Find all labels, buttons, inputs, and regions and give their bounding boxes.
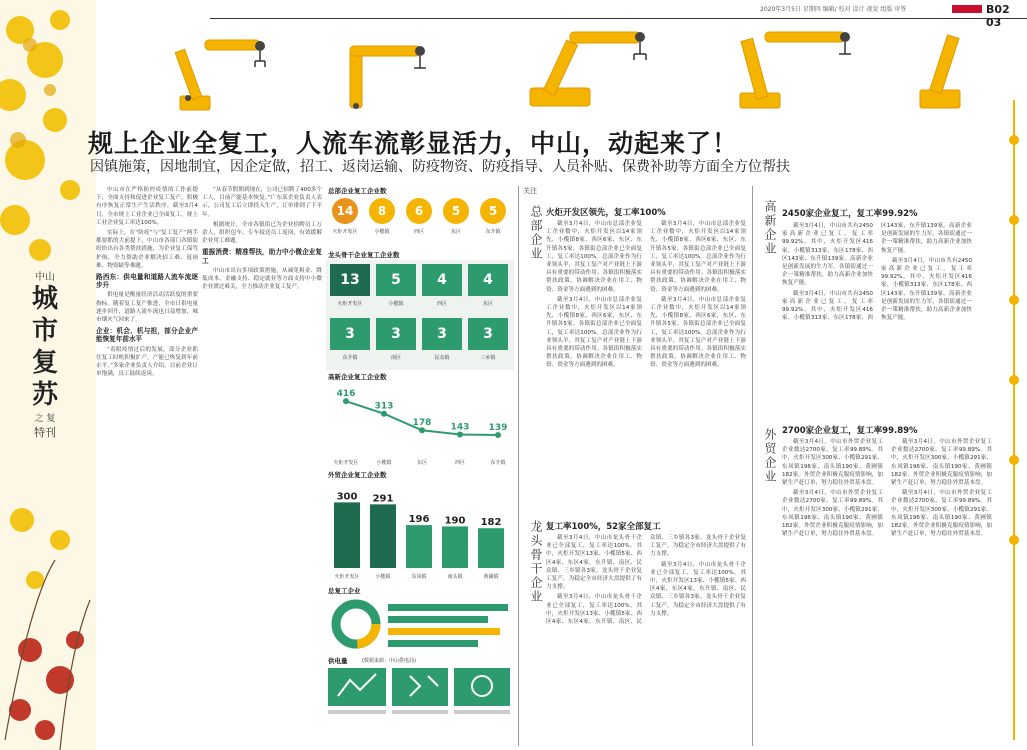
- dragon-tile: 3: [376, 318, 416, 350]
- foreign-bar: [406, 525, 432, 568]
- paragraph: 截至3月4日，中山市总部企业复工企业数中，火炬开发区以14家领先，小榄镇8家，西区6家，东区、东升镇各5家。各镇街总部企业已全面复工，复工率达100%。总部企业作为行业领头羊，其复工复产对产业链上下游具有重要的带动作用。各镇街积极落实帮扶政策，协调解决企业在用工、物资、资金等方面遇到的困难。: [546, 221, 642, 293]
- hightech-category-label: 东升镇: [490, 460, 506, 466]
- total-circle: 5: [443, 198, 469, 224]
- masthead-small: 之 复: [34, 414, 56, 424]
- foreign-value-label: 196: [408, 514, 430, 526]
- dragon-tile: 5: [376, 264, 416, 296]
- dragon-label: 西区: [436, 301, 447, 307]
- hightech-category-label: 东区: [416, 460, 428, 466]
- masthead-title-2: 复苏: [31, 348, 58, 410]
- total-label: 西区: [413, 229, 424, 235]
- foreign-category-label: 东凤镇: [411, 574, 427, 580]
- header-red-flag: [952, 5, 982, 13]
- article-column-2: [202, 186, 322, 741]
- subheading: 企业：机会、机与担，部分企业产能恢复年前水平: [96, 327, 198, 344]
- article-column-left: [96, 186, 198, 741]
- section-tag-guanzhu: 关注: [523, 187, 537, 195]
- dragon-tile: 3: [330, 318, 370, 350]
- dragon-label: 火炬开发区: [337, 301, 363, 307]
- chart-title-dragon: 龙头骨干企业复工企业数: [328, 251, 400, 259]
- masthead-city: 中山: [35, 272, 55, 283]
- section-label-gaoxin: 高新企业: [763, 200, 777, 256]
- foreign-value-label: 291: [372, 493, 394, 505]
- page-headline: 规上企业全复工，人流车流彰显活力，中山，动起来了！: [88, 129, 739, 158]
- paragraph: 截至3月4日，中山市总部企业复工企业数中，火炬开发区以14家领先，小榄镇8家，西区6家，东区、东升镇各5家。各镇街总部企业已全面复工，复工率达100%。总部企业作为行业领头羊，其复工复产对产业链上下游具有重要的带动作用。各镇街积极落实帮扶政策，协调解决企业在用工、物资、资金等方面遇到的困难。: [650, 221, 746, 293]
- paragraph: 截至3月4日，中山市外贸企业复工企业数达2700家，复工率99.89%。其中，火炬开发区300家、小榄镇291家、东凤镇196家、南头镇190家、黄圃镇182家。外贸企业积极克服疫情影响，加紧生产赶订单，努力稳住外贸基本盘。: [782, 439, 883, 487]
- foreign-category-label: 南头镇: [447, 574, 463, 580]
- foreign-value-label: 300: [336, 491, 358, 503]
- paragraph: “从春节假期到现在，公司已招聘了400多个工人，目前产能基本恢复。”广东某企业负责人表示，公司复工后立即投入生产，订单排到了下半年。: [202, 187, 322, 218]
- hightech-value-label: 313: [374, 401, 394, 412]
- supply-source: (数据来源：中山供电局): [362, 658, 416, 664]
- paragraph: 截至3月4日，中山市龙头骨干企业已全部复工，复工率达100%。其中，火炬开发区13家、小榄镇5家、西区4家、东区4家，东升镇、南区、民众镇、三乡镇各3家。龙头骨干企业复工复产，为稳定全市经济大盘提供了有力支撑。: [650, 561, 746, 617]
- paragraph: 截至3月4日，中山市龙头骨干企业已全部复工，复工率达100%。其中，火炬开发区13家、小榄镇5家、西区4家、东区4家，东升镇、南区、民众镇、三乡镇各3家。龙头骨干企业复工复产，为稳定全市经济大盘提供了有力支撑。: [546, 535, 642, 591]
- hightech-category-label: 火炬开发区: [333, 460, 359, 466]
- section-text-s3: [546, 534, 746, 744]
- paragraph: 中山市出台多项政策措施，从减免租金、降低成本、金融支持、稳定就业等方面支持中小微企业渡过难关，全力推动企业复工复产。: [202, 267, 322, 291]
- chart-dragon-grid: [326, 260, 514, 370]
- paragraph: 截至3月4日，中山市共有2450家高新企业已复工，复工率99.92%。其中，火炬开发区416家、小榄镇313家、东区178家、西区143家、东升镇139家。高新企业是创新发展的生力军，各镇街通过一企一策精准帮扶，助力高新企业加快恢复产能。: [782, 223, 873, 287]
- paragraph: 截至3月4日，中山市龙头骨干企业已全部复工，复工率达100%。其中，火炬开发区13家、小榄镇5家、西区4家、东区4家，东升镇、南区、民众镇、三乡镇各3家。龙头骨干企业复工复产，为稳定全市经济大盘提供了有力支撑。: [546, 535, 746, 626]
- foreign-category-label: 火炬开发区: [334, 574, 360, 580]
- page-number: B02 03: [986, 3, 1010, 29]
- dragon-tile: 4: [468, 264, 508, 296]
- paragraph: 中山市在严格防控疫情的工作前提下，全面支持和促进企业复工复产，积极有序恢复正常生产生活秩序。截至3月4日，全市规上工业企业已全面复工，规上工业企业复工率达100%。: [96, 187, 198, 226]
- subheading: 路西东：供电量和道路人流车流逐步升: [96, 273, 198, 290]
- decorative-rail: [1000, 100, 1027, 740]
- section-title-s2: 2450家企业复工，复工率99.92%: [782, 209, 918, 219]
- foreign-bar: [370, 504, 396, 568]
- total-label: 火炬开发区: [332, 229, 358, 235]
- page-subheadline: 因镇施策，因地制宜，因企定做，招工、返岗运输、防疫物资、防疫指导、人员补贴、保费补助等方面全方位帮扶: [90, 159, 790, 175]
- dragon-label: 民众镇: [434, 355, 450, 361]
- section-text-s1: [546, 220, 746, 510]
- foreign-bar: [442, 526, 468, 568]
- section-title-s4: 2700家企业复工，复工率99.89%: [782, 426, 918, 436]
- chart-title-total: 总部企业复工企业数: [328, 187, 387, 195]
- chart-title-hightech: 高新企业复工企业数: [328, 373, 387, 381]
- dragon-label: 三乡镇: [480, 355, 496, 361]
- dragon-tile: 4: [422, 264, 462, 296]
- total-circle: 14: [332, 198, 358, 224]
- divider: [518, 186, 519, 746]
- chart-hightech-line: [326, 382, 514, 466]
- paragraph: 截至3月4日，中山市外贸企业复工企业数达2700家，复工率99.89%。其中，火炬开发区300家、小榄镇291家、东凤镇196家、南头镇190家、黄圃镇182家。外贸企业积极克服疫情影响，加紧生产赶订单，努力稳住外贸基本盘。: [891, 490, 992, 538]
- section-title-s3: 复工率100%，52家全部复工: [546, 522, 661, 532]
- section-title-s1: 火炬开发区领先，复工率100%: [546, 208, 666, 218]
- total-circle: 5: [480, 198, 506, 224]
- total-label: 东升镇: [485, 229, 501, 235]
- chart-total-circles: [326, 196, 514, 248]
- foreign-bar: [478, 528, 504, 568]
- paragraph: 供电量是衡量经济活动活跃度的重要指标。随着复工复产推进，全市日供电量逐步回升，道路人流车流也日益增加，城市烟火气回来了。: [96, 292, 198, 324]
- total-circle: 6: [406, 198, 432, 224]
- foreign-value-label: 190: [444, 515, 466, 527]
- section-text-s4: [782, 438, 992, 743]
- total-label: 东区: [450, 229, 461, 235]
- chart-title-summary: 总复工企业: [328, 587, 361, 595]
- paragraph: 截至3月4日，中山市共有2450家高新企业已复工，复工率99.92%。其中，火炬开发区416家、小榄镇313家、东区178家、西区143家、东升镇139家。高新企业是创新发展的生力军，各镇街通过一企一策精准帮扶，助力高新企业加快恢复产能。: [881, 257, 972, 322]
- robot-arm-illustration: [100, 18, 1027, 118]
- chart-title-foreign: 外贸企业复工企业数: [328, 471, 387, 479]
- chart-title-supply: 供电量: [328, 657, 348, 665]
- hightech-value-label: 143: [450, 422, 470, 433]
- dragon-label: 南区: [390, 355, 401, 361]
- paragraph: 实际上，在“防疫”与“复工复产”两手都要抓的大前提下，中山市各部门各镇街纷纷出台各类帮扶措施，为企业复工保驾护航，全力帮助企业解决招工难、返岗难、物资缺等难题。: [96, 230, 198, 269]
- section-label-zongbu: 总部企业: [529, 205, 543, 261]
- dragon-tile: 3: [422, 318, 462, 350]
- paragraph: 截至3月4日，中山市共有2450家高新企业已复工，复工率99.92%。其中，火炬开发区416家、小榄镇313家、东区178家、西区143家、东升镇139家。高新企业是创新发展的生力军，各镇街通过一企一策精准帮扶，助力高新企业加快恢复产能。: [782, 223, 972, 322]
- foreign-bar: [334, 502, 360, 568]
- masthead-subtitle: 特刊: [34, 426, 56, 439]
- dragon-label: 东升镇: [342, 355, 358, 361]
- section-label-longtou: 龙头骨干企业: [529, 520, 543, 604]
- section-label-waimao: 外贸企业: [763, 428, 777, 484]
- subheading: 重振消费：精准帮扶，助力中小微企业复工: [202, 248, 322, 265]
- paragraph: “着眼疫情过后的发展，部分企业抓住复工时机积极扩产，产能已恢复到年前水平。”多家企业负责人介绍，目前企业订单饱满，员工陆续返岗。: [96, 346, 198, 378]
- header-meta: 2020年3月5日 星期四 编辑/ 校对 设计 视觉 组版 审签: [760, 6, 907, 13]
- special-edition-masthead: [20, 268, 70, 468]
- summary-donut: [326, 596, 514, 652]
- hightech-value-label: 178: [412, 418, 432, 429]
- hightech-value-label: 416: [336, 389, 356, 400]
- chart-column: [326, 186, 514, 746]
- hightech-value-label: 139: [488, 423, 508, 434]
- paragraph: 截至3月4日，中山市总部企业复工企业数中，火炬开发区以14家领先，小榄镇8家，西区6家，东区、东升镇各5家。各镇街总部企业已全面复工，复工率达100%。总部企业作为行业领头羊，其复工复产对产业链上下游具有重要的带动作用。各镇街积极落实帮扶政策，协调解决企业在用工、物资、资金等方面遇到的困难。: [546, 296, 642, 369]
- foreign-category-label: 小榄镇: [375, 574, 391, 580]
- foreign-value-label: 182: [480, 517, 502, 529]
- hightech-category-label: 西区: [454, 460, 466, 466]
- paragraph: 根据统计，全市各镇街已为企业招聘员工万余人，组织包车、专车接送员工返岗，有效缓解企业用工难题。: [202, 221, 322, 245]
- supply-icons: [326, 666, 514, 732]
- dragon-label: 东区: [482, 301, 493, 307]
- total-circle: 8: [369, 198, 395, 224]
- divider: [752, 186, 753, 746]
- paragraph: 截至3月4日，中山市外贸企业复工企业数达2700家，复工率99.89%。其中，火炬开发区300家、小榄镇291家、东凤镇196家、南头镇190家、黄圃镇182家。外贸企业积极克服疫情影响，加紧生产赶订单，努力稳住外贸基本盘。: [782, 490, 883, 538]
- dragon-tile: 3: [468, 318, 508, 350]
- hightech-category-label: 小榄镇: [376, 460, 392, 466]
- section-text-s2: [782, 222, 972, 412]
- masthead-title-1: 城市: [31, 284, 58, 346]
- foreign-category-label: 黄圃镇: [483, 574, 499, 580]
- paragraph: 截至3月4日，中山市外贸企业复工企业数达2700家，复工率99.89%。其中，火炬开发区300家、小榄镇291家、东凤镇196家、南头镇190家、黄圃镇182家。外贸企业积极克服疫情影响，加紧生产赶订单，努力稳住外贸基本盘。: [891, 439, 992, 487]
- chart-foreign-bars: [326, 480, 514, 582]
- dragon-tile: 13: [330, 264, 370, 296]
- paragraph: 截至3月4日，中山市总部企业复工企业数中，火炬开发区以14家领先，小榄镇8家，西区6家，东区、东升镇各5家。各镇街总部企业已全面复工，复工率达100%。总部企业作为行业领头羊，其复工复产对产业链上下游具有重要的带动作用。各镇街积极落实帮扶政策，协调解决企业在用工、物资、资金等方面遇到的困难。: [650, 296, 746, 369]
- dragon-label: 小榄镇: [388, 301, 404, 307]
- total-label: 小榄镇: [374, 229, 390, 235]
